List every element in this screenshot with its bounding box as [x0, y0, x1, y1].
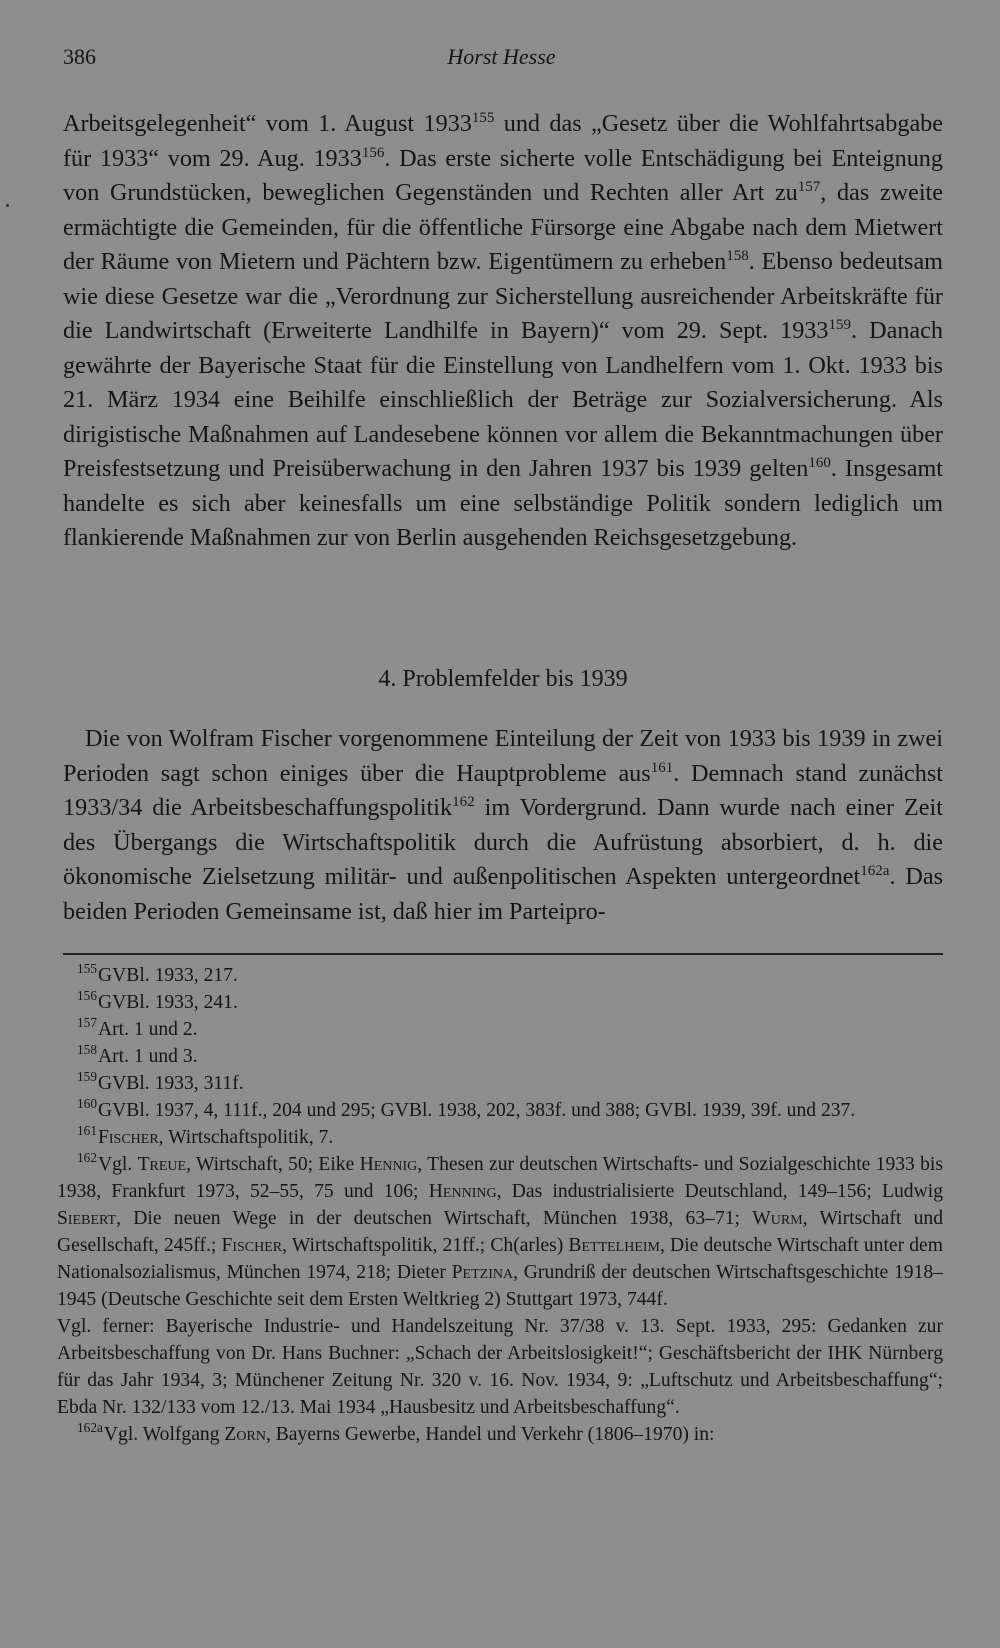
text-run: , das zweite ermächtigte die Gemeinden, für die öffentliche Fürsorge eine Abgabe nach dem Mietwert der Räume von Mietern und Pächtern bzw. Eigentümern zu erheben — [63, 179, 944, 275]
text-run: . Insgesamt handelte es sich aber keinesfalls um eine selbständige Politik sondern lediglich um flankierende Maßnahmen zur von Berlin ausgehenden Reichsgesetzgebung. — [63, 455, 943, 551]
footnote-mark: 162a — [77, 1420, 103, 1436]
page-header — [63, 40, 940, 76]
paragraph-1 — [63, 107, 943, 556]
author-name: Fischer — [97, 1127, 159, 1148]
margin-mark — [6, 204, 9, 207]
footnote-text: , Wirtschaft, 50; Eike — [186, 1154, 360, 1175]
author-name: Henning — [428, 1181, 497, 1202]
footnote-159 — [57, 1070, 943, 1097]
footnote-ref-155: 155 — [471, 109, 495, 126]
footnote-text: Vgl. — [97, 1154, 138, 1175]
text-run: und das „Gesetz über die Wohlfahrtsabgabe für 1933“ vom 29. Aug. 1933 — [63, 110, 944, 172]
footnote-mark: 155 — [77, 961, 97, 977]
footnote-mark: 160 — [77, 1096, 97, 1112]
author-name: Petzina — [451, 1262, 514, 1283]
footnote-162 — [57, 1151, 943, 1313]
page-number: 386 — [63, 44, 96, 69]
footnote-text: GVBl. 1933, 241. — [97, 992, 238, 1013]
text-run: Die von Wolfram Fischer vorgenommene Einteilung der Zeit von 1933 bis 1939 in zwei Perioden sagt schon einiges über die Hauptprobleme aus — [63, 725, 943, 787]
footnote-ref-156: 156 — [361, 144, 385, 161]
footnote-text: Vgl. Wolfgang — [103, 1424, 225, 1445]
text-run: Arbeitsgelegenheit“ vom 1. August 1933 — [63, 110, 472, 137]
text-run: . Danach gewährte der Bayerische Staat für die Einstellung von Landhelfern vom 1. Okt. 1933 bis 21. März 1934 eine Beihilfe einschließlich der Beträge zur Sozialversicherung. Als dirigistische Maßnahmen auf Landesebene können vor allem die Bekanntmachungen über Preisfestsetzung und Preisüberwachung in den Jahren 1937 bis 1939 gelten — [63, 317, 943, 482]
author-name: Treue — [137, 1154, 187, 1175]
footnote-155 — [57, 962, 943, 989]
footnote-162a — [57, 1421, 943, 1448]
footnote-161 — [57, 1124, 943, 1151]
author-name: Bettelheim — [568, 1235, 660, 1256]
footnote-text: , Grundriß der deutschen Wirtschaftsgeschichte 1918–1945 (Deutsche Geschichte seit dem Ersten Weltkrieg 2) Stuttgart 1973, 744f. — [57, 1262, 943, 1310]
footnote-text: Art. 1 und 2. — [97, 1019, 198, 1040]
footnote-text: Art. 1 und 3. — [97, 1046, 198, 1067]
footnote-text: GVBl. 1937, 4, 111f., 204 und 295; GVBl. 1938, 202, 383f. und 388; GVBl. 1939, 39f. und 237. — [97, 1100, 856, 1121]
footnote-ref-162: 162 — [452, 793, 475, 810]
author-name: Hennig — [359, 1154, 418, 1175]
text-run: . Ebenso bedeutsam wie diese Gesetze war die „Verordnung zur Sicherstellung ausreichender Arbeitskräfte für die Landwirtschaft (Erweiterte Landhilfe in Bayern)“ vom 29. Sept. 1933 — [63, 248, 943, 344]
footnote-mark: 159 — [77, 1069, 97, 1085]
footnote-text: , Wirtschaftspolitik, 7. — [158, 1127, 334, 1148]
footnote-mark: 162 — [77, 1150, 97, 1166]
footnote-ref-161: 161 — [650, 759, 674, 776]
footnote-text: , Wirtschaftspolitik, 21ff.; Ch(arles) — [282, 1235, 569, 1256]
footnote-text: GVBl. 1933, 311f. — [97, 1073, 244, 1094]
footnote-text: GVBl. 1933, 217. — [97, 965, 238, 986]
footnotes — [57, 962, 943, 1448]
footnote-160 — [57, 1097, 943, 1124]
text-run: . Demnach stand zunächst 1933/34 die Arbeitsbeschaffungspolitik — [63, 759, 943, 821]
footnote-mark: 158 — [77, 1042, 97, 1058]
footnote-ref-159: 159 — [828, 316, 851, 333]
text-run: . Das beiden Perioden Gemeinsame ist, daß hier im Parteipro- — [63, 863, 943, 925]
footnote-158 — [57, 1043, 943, 1070]
footnote-text: , Das industrialisierte Deutschland, 149–156; Ludwig — [496, 1181, 943, 1202]
running-head: Horst Hesse — [447, 44, 556, 69]
footnote-text: , Bayerns Gewerbe, Handel und Verkehr (1806–1970) in: — [265, 1424, 715, 1445]
footnote-text: , Die neuen Wege in der deutschen Wirtschaft, München 1938, 63–71; — [116, 1208, 753, 1229]
section-heading: 4. Problemfelder bis 1939 — [378, 666, 628, 692]
footnote-mark: 161 — [77, 1123, 97, 1139]
footnote-156 — [57, 989, 943, 1016]
footnote-ref-158: 158 — [726, 247, 749, 264]
footnote-mark: 156 — [77, 988, 97, 1004]
footnote-text: , Wirtschaft und Gesellschaft, 245ff.; — [57, 1208, 944, 1256]
footnote-text: , Thesen zur deutschen Wirtschafts- und Sozialgeschichte 1933 bis 1938, Frankfurt 1973, 52–55, 75 und 106; — [57, 1154, 943, 1202]
text-run: im Vordergrund. Dann wurde nach einer Zeit des Übergangs die Wirtschaftspolitik durch die Aufrüstung absorbiert, d. h. die ökonomische Zielsetzung militär- und außenpolitischen Aspekten untergeordnet — [63, 794, 943, 890]
footnote-ref-162a: 162a — [860, 862, 890, 879]
author-name: Siebert — [57, 1208, 117, 1229]
footnote-divider — [63, 953, 943, 955]
footnote-ref-160: 160 — [808, 454, 831, 471]
text-run: . Das erste sicherte volle Entschädigung bei Enteignung von Grundstücken, beweglichen Gegenständen und Rechten aller Art zu — [63, 144, 943, 206]
author-name: Zorn — [224, 1424, 266, 1445]
footnote-text: , Die deutsche Wirtschaft unter dem Nationalsozialismus, München 1974, 218; Dieter — [57, 1235, 943, 1283]
footnote-ref-157: 157 — [797, 178, 821, 195]
paragraph-2-text — [63, 722, 943, 929]
paragraph-2 — [63, 722, 943, 929]
footnote-mark: 157 — [77, 1015, 97, 1031]
author-name: Fischer — [221, 1235, 283, 1256]
author-name: Wurm — [752, 1208, 803, 1229]
footnote-157 — [57, 1016, 943, 1043]
paragraph-1-text — [63, 107, 943, 556]
footnote-162-continued: Vgl. ferner: Bayerische Industrie- und Handelszeitung Nr. 37/38 v. 13. Sept. 1933, 295: Gedanken zur Arbeitsbeschaffung von Dr. Hans Buchner: „Schach der Arbeitslosigkeit!“; Geschäftsbericht der IHK Nürnberg für das Jahr 1934, 3; Münchener Zeitung Nr. 320 v. 16. Nov. 1934, 9: „Luftschutz und Arbeitsbeschaffung“; Ebda Nr. 132/133 vom 12./13. Mai 1934 „Hausbesitz und Arbeitsbeschaffung“. — [57, 1316, 943, 1418]
